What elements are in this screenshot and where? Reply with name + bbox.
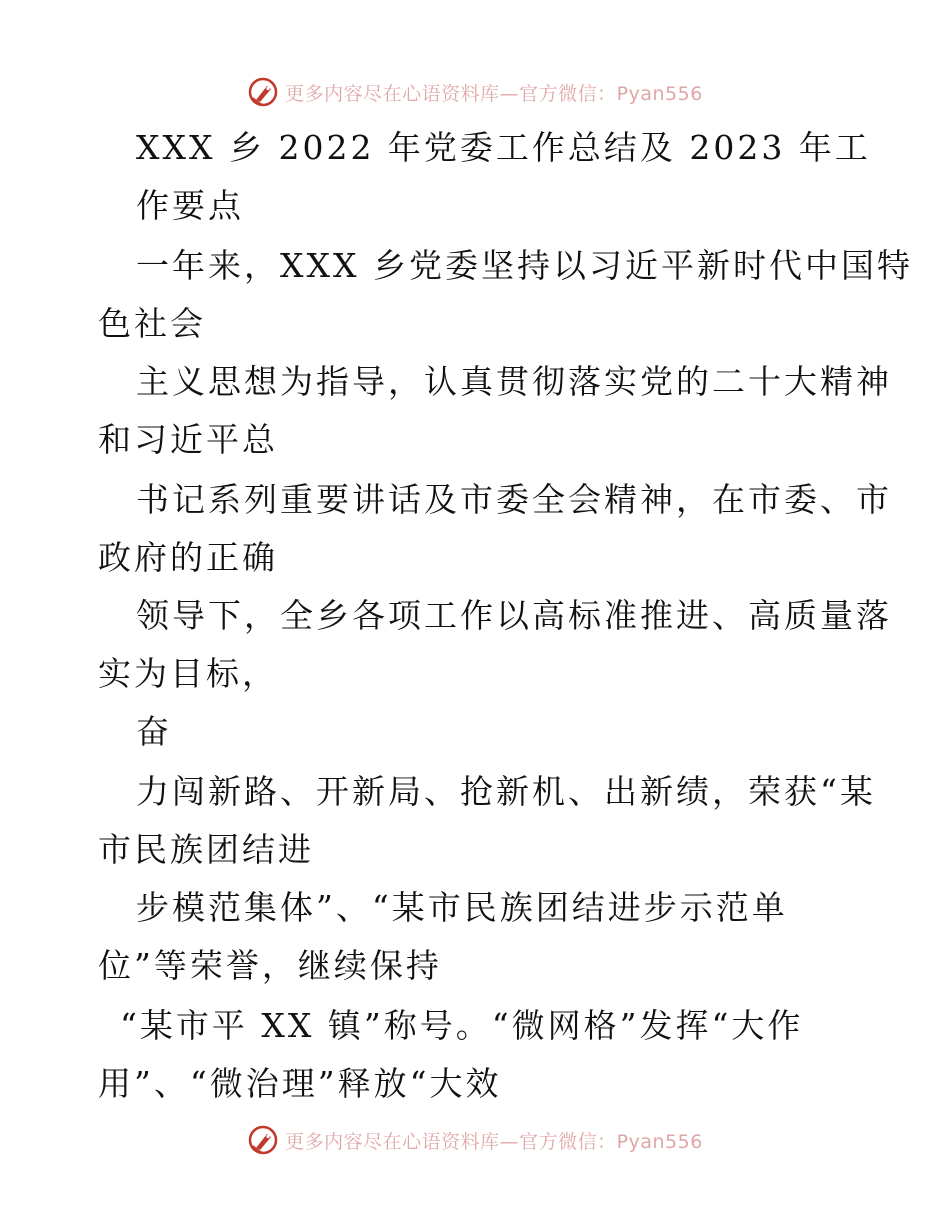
watermark-text: 更多内容尽在心语资料库—官方微信：Pyan556 (285, 82, 703, 105)
doc-title-line-1: XXX 乡 2022 年党委工作总结及 2023 年工 (136, 128, 871, 167)
doc-text-line: 色社会 (98, 304, 206, 343)
doc-text-line: 用”、“微治理”释放“大效 (98, 1064, 502, 1103)
doc-text-line: “某市平 XX 镇”称号。“微网格”发挥“大作 (120, 1006, 804, 1045)
pen-nib-logo-icon (247, 1124, 279, 1156)
doc-text-line: 步模范集体”、“某市民族团结进步示范单 (136, 888, 788, 927)
doc-text-line: 力闯新路、开新局、抢新机、出新绩，荣获“某 (136, 772, 876, 811)
doc-text-line: 实为目标， (98, 654, 278, 693)
doc-text-line: 政府的正确 (98, 538, 278, 577)
watermark-text: 更多内容尽在心语资料库—官方微信：Pyan556 (285, 1130, 703, 1153)
watermark-footer (0, 1120, 950, 1160)
doc-text-line: 和习近平总 (98, 420, 278, 459)
doc-text-line: 一年来，XXX 乡党委坚持以习近平新时代中国特 (136, 246, 913, 285)
doc-text-line: 领导下，全乡各项工作以高标准推进、高质量落 (136, 596, 892, 635)
doc-text-line: 书记系列重要讲话及市委全会精神，在市委、市 (136, 480, 892, 519)
doc-text-line: 位”等荣誉，继续保持 (98, 946, 442, 985)
doc-text-line: 主义思想为指导，认真贯彻落实党的二十大精神 (136, 362, 892, 401)
doc-text-line: 奋 (136, 712, 172, 751)
doc-title-line-2: 作要点 (136, 186, 244, 225)
doc-text-line: 市民族团结进 (98, 830, 314, 869)
